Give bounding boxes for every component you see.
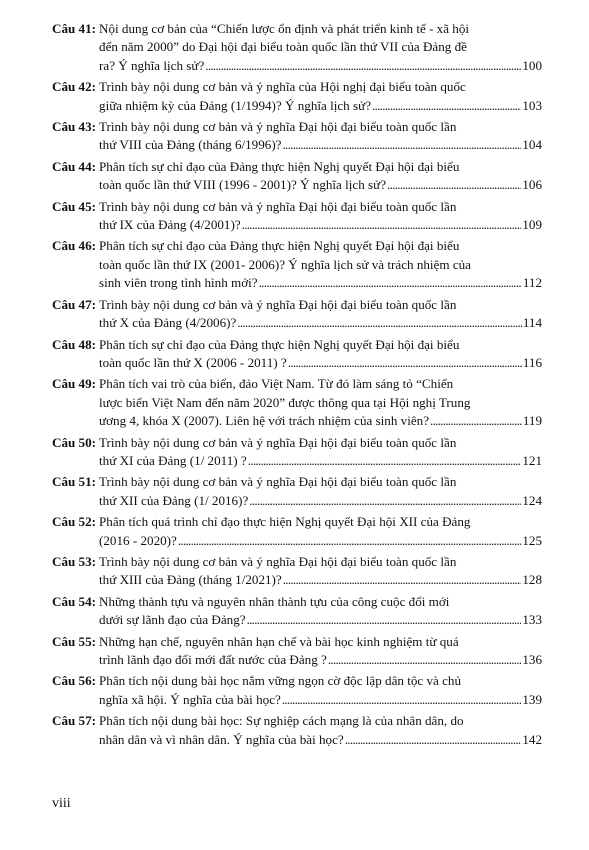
page-number: 133 bbox=[522, 612, 542, 628]
toc-entry-line: thứ X của Đảng (4/2006)? bbox=[99, 315, 237, 331]
question-number: Câu 42: bbox=[52, 79, 97, 95]
toc-entry-last-line bbox=[99, 691, 542, 709]
toc-entry-line: Phân tích nội dung bài học nắm vững ngọn cờ độc lập dân tộc và chủ bbox=[99, 673, 462, 689]
toc-entry-line: Trình bày nội dung cơ bản và ý nghĩa Đại hội đại biểu toàn quốc lần bbox=[99, 474, 457, 490]
page-number: 103 bbox=[522, 97, 542, 113]
dot-leader bbox=[283, 136, 522, 154]
toc-entry-line: toàn quốc lần thứ X (2006 - 2011) ? bbox=[99, 354, 287, 370]
question-number: Câu 43: bbox=[52, 119, 97, 135]
toc-entry-line: Những hạn chế, nguyên nhân hạn chế và bài học kinh nghiệm từ quá bbox=[99, 633, 459, 649]
question-number: Câu 50: bbox=[52, 434, 97, 450]
page-number: 128 bbox=[522, 572, 542, 588]
page-folio: viii bbox=[52, 796, 71, 811]
toc-entry bbox=[52, 473, 542, 510]
toc-entry-line: Nội dung cơ bản của “Chiến lược ổn định và phát triển kinh tế - xã hội bbox=[99, 21, 470, 36]
question-number: Câu 55: bbox=[52, 633, 97, 649]
toc-entry-line: lược biển Việt Nam đến năm 2020” được thông qua tại Hội nghị Trung bbox=[99, 394, 471, 410]
toc-entry-row bbox=[52, 336, 542, 373]
toc-entry-last-line bbox=[99, 314, 542, 332]
question-number: Câu 56: bbox=[52, 673, 97, 689]
page-number: 109 bbox=[522, 217, 542, 233]
dot-leader bbox=[259, 274, 522, 292]
toc-entry-last-line bbox=[99, 731, 542, 749]
toc-entry bbox=[52, 78, 542, 115]
page-number: 104 bbox=[522, 137, 542, 153]
toc-entry-row bbox=[52, 296, 542, 333]
toc-entry-text bbox=[96, 712, 542, 749]
dot-leader bbox=[248, 452, 522, 470]
toc-entry-line: Trình bày nội dung cơ bản và ý nghĩa Đại hội đại biểu toàn quốc lần bbox=[99, 198, 457, 214]
page-number: 114 bbox=[522, 315, 542, 331]
dot-leader bbox=[237, 314, 522, 332]
toc-entry-text bbox=[96, 78, 542, 115]
toc-entry-line: giữa nhiệm kỳ của Đảng (1/1994)? Ý nghĩa lịch sử? bbox=[99, 97, 372, 113]
toc-entry-row bbox=[52, 672, 542, 709]
toc-entry-line: Trình bày nội dung cơ bản và ý nghĩa Đại hội đại biểu toàn quốc lần bbox=[99, 296, 457, 312]
toc-entry-text bbox=[96, 553, 542, 590]
toc-entry-row bbox=[52, 20, 542, 75]
toc-entry bbox=[52, 158, 542, 195]
dot-leader bbox=[372, 97, 521, 115]
dot-leader bbox=[283, 571, 522, 589]
page-number: 116 bbox=[522, 354, 542, 370]
toc-entry-row bbox=[52, 593, 542, 630]
table-of-contents bbox=[52, 20, 542, 752]
toc-entry-line: toàn quốc lần thứ IX (2001- 2006)? Ý nghĩa lịch sử và trách nhiệm của bbox=[99, 256, 471, 272]
question-number: Câu 52: bbox=[52, 514, 97, 530]
toc-entry-text bbox=[96, 633, 542, 670]
toc-entry-line: Trình bày nội dung cơ bản và ý nghĩa Đại hội đại biểu toàn quốc lần bbox=[99, 553, 457, 569]
toc-entry-row bbox=[52, 158, 542, 195]
toc-entry-text bbox=[96, 375, 542, 430]
toc-entry-line: ương 4, khóa X (2007). Liên hệ với trách nhiệm của sinh viên? bbox=[99, 413, 430, 429]
toc-entry-last-line bbox=[99, 216, 542, 234]
page-number: 100 bbox=[522, 57, 542, 73]
toc-entry-row bbox=[52, 198, 542, 235]
toc-entry-line: trình lãnh đạo đổi mới đất nước của Đảng ? bbox=[99, 652, 327, 667]
toc-entry-line: nghĩa xã hội. Ý nghĩa của bài học? bbox=[99, 691, 281, 707]
toc-entry-line: dưới sự lãnh đạo của Đảng? bbox=[99, 612, 246, 628]
toc-entry-line: sinh viên trong tình hình mới? bbox=[99, 275, 258, 291]
toc-entry-line: Những thành tựu và nguyên nhân thành tựu của công cuộc đổi mới bbox=[99, 593, 450, 609]
page-number: 119 bbox=[522, 413, 542, 429]
toc-entry-last-line bbox=[99, 532, 542, 550]
toc-entry-line: nhân dân và vì nhân dân. Ý nghĩa của bài học? bbox=[99, 731, 344, 747]
toc-entry-line: thứ IX của Đảng (4/2001)? bbox=[99, 217, 241, 233]
toc-entry bbox=[52, 712, 542, 749]
toc-entry-row bbox=[52, 375, 542, 430]
dot-leader bbox=[205, 57, 521, 75]
dot-leader bbox=[247, 611, 522, 629]
page-number: 142 bbox=[522, 731, 542, 747]
toc-entry-last-line bbox=[99, 452, 542, 470]
toc-entry-last-line bbox=[99, 492, 542, 510]
toc-entry-text bbox=[96, 158, 542, 195]
toc-entry-text bbox=[96, 434, 542, 471]
toc-entry-line: Phân tích vai trò của biển, đảo Việt Nam. Từ đó làm sáng tỏ “Chiến bbox=[99, 376, 454, 392]
dot-leader bbox=[282, 691, 522, 709]
toc-entry bbox=[52, 237, 542, 292]
toc-entry-line: thứ XIII của Đảng (tháng 1/2021)? bbox=[99, 572, 282, 588]
toc-entry-line: Phân tích sự chỉ đạo của Đảng thực hiện Nghị quyết Đại hội đại biểu bbox=[99, 158, 460, 174]
toc-entry-row bbox=[52, 633, 542, 670]
toc-entry-last-line bbox=[99, 571, 542, 589]
toc-entry-text bbox=[96, 593, 542, 630]
toc-entry-row bbox=[52, 473, 542, 510]
page-number: 112 bbox=[522, 275, 542, 291]
toc-entry-line: (2016 - 2020)? bbox=[99, 532, 177, 548]
toc-entry bbox=[52, 336, 542, 373]
question-number: Câu 44: bbox=[52, 158, 97, 174]
page-number: 106 bbox=[522, 177, 542, 193]
toc-entry-text bbox=[96, 118, 542, 155]
toc-entry bbox=[52, 593, 542, 630]
toc-entry bbox=[52, 672, 542, 709]
toc-entry-line: Trình bày nội dung cơ bản và ý nghĩa Đại hội đại biểu toàn quốc lần bbox=[99, 434, 457, 450]
question-number: Câu 41: bbox=[52, 21, 97, 36]
toc-entry-row bbox=[52, 118, 542, 155]
toc-entry-row bbox=[52, 434, 542, 471]
toc-entry-last-line bbox=[99, 176, 542, 194]
toc-entry-last-line bbox=[99, 412, 542, 430]
toc-entry-text bbox=[96, 513, 542, 550]
toc-entry-text bbox=[96, 296, 542, 333]
toc-entry-last-line bbox=[99, 57, 542, 75]
toc-entry-line: toàn quốc lần thứ VIII (1996 - 2001)? Ý nghĩa lịch sử? bbox=[99, 177, 387, 193]
toc-entry bbox=[52, 198, 542, 235]
toc-entry-line: Phân tích sự chỉ đạo của Đảng thực hiện Nghị quyết Đại hội đại biểu bbox=[99, 336, 460, 352]
toc-entry-last-line bbox=[99, 136, 542, 154]
dot-leader bbox=[249, 492, 521, 510]
dot-leader bbox=[178, 532, 522, 550]
toc-entry bbox=[52, 553, 542, 590]
toc-entry-last-line bbox=[99, 274, 542, 292]
toc-entry-row bbox=[52, 553, 542, 590]
toc-entry-row bbox=[52, 78, 542, 115]
toc-entry-text bbox=[96, 198, 542, 235]
dot-leader bbox=[345, 731, 522, 749]
toc-entry-line: Trình bày nội dung cơ bản và ý nghĩa của Hội nghị đại biểu toàn quốc bbox=[99, 79, 466, 95]
toc-entry-row bbox=[52, 513, 542, 550]
dot-leader bbox=[328, 651, 522, 669]
toc-entry-line: đến năm 2000” do Đại hội đại biểu toàn quốc lần thứ VII của Đảng đề bbox=[99, 39, 467, 55]
page-number: 139 bbox=[522, 691, 542, 707]
question-number: Câu 48: bbox=[52, 336, 97, 352]
toc-entry-line: thứ XI của Đảng (1/ 2011) ? bbox=[99, 452, 247, 468]
toc-entry-line: ra? Ý nghĩa lịch sử? bbox=[99, 57, 205, 73]
toc-entry bbox=[52, 633, 542, 670]
toc-entry-line: thứ XII của Đảng (1/ 2016)? bbox=[99, 492, 249, 508]
toc-entry-row bbox=[52, 712, 542, 749]
toc-entry-text bbox=[96, 336, 542, 373]
question-number: Câu 46: bbox=[52, 238, 97, 254]
page-number: 121 bbox=[522, 452, 542, 468]
page-number: 125 bbox=[522, 532, 542, 548]
toc-entry-row bbox=[52, 237, 542, 292]
page-number: 136 bbox=[522, 652, 542, 667]
dot-leader bbox=[387, 176, 521, 194]
toc-entry-text bbox=[96, 672, 542, 709]
question-number: Câu 45: bbox=[52, 198, 97, 214]
toc-entry-line: Phân tích quá trình chỉ đạo thực hiện Nghị quyết Đại hội XII của Đảng bbox=[99, 514, 471, 530]
question-number: Câu 49: bbox=[52, 376, 97, 392]
toc-entry-line: Phân tích sự chỉ đạo của Đảng thực hiện Nghị quyết Đại hội đại biểu bbox=[99, 238, 460, 254]
toc-entry bbox=[52, 375, 542, 430]
question-number: Câu 57: bbox=[52, 713, 97, 729]
toc-entry bbox=[52, 513, 542, 550]
dot-leader bbox=[288, 354, 522, 372]
toc-entry-line: Phân tích nội dung bài học: Sự nghiệp cách mạng là của nhân dân, do bbox=[99, 713, 464, 729]
toc-entry bbox=[52, 20, 542, 75]
toc-entry bbox=[52, 296, 542, 333]
question-number: Câu 53: bbox=[52, 553, 97, 569]
toc-entry-line: Trình bày nội dung cơ bản và ý nghĩa Đại hội đại biểu toàn quốc lần bbox=[99, 119, 457, 135]
question-number: Câu 51: bbox=[52, 474, 97, 490]
dot-leader bbox=[430, 412, 522, 430]
toc-entry-line: thứ VIII của Đảng (tháng 6/1996)? bbox=[99, 137, 282, 153]
toc-entry bbox=[52, 434, 542, 471]
dot-leader bbox=[242, 216, 522, 234]
toc-entry-last-line bbox=[99, 651, 542, 669]
page-number: 124 bbox=[522, 492, 542, 508]
toc-entry-last-line bbox=[99, 611, 542, 629]
toc-entry bbox=[52, 118, 542, 155]
toc-entry-text bbox=[96, 237, 542, 292]
toc-entry-last-line bbox=[99, 354, 542, 372]
question-number: Câu 54: bbox=[52, 593, 97, 609]
toc-entry-last-line bbox=[99, 97, 542, 115]
toc-entry-text bbox=[96, 20, 542, 75]
question-number: Câu 47: bbox=[52, 296, 97, 312]
toc-entry-text bbox=[96, 473, 542, 510]
